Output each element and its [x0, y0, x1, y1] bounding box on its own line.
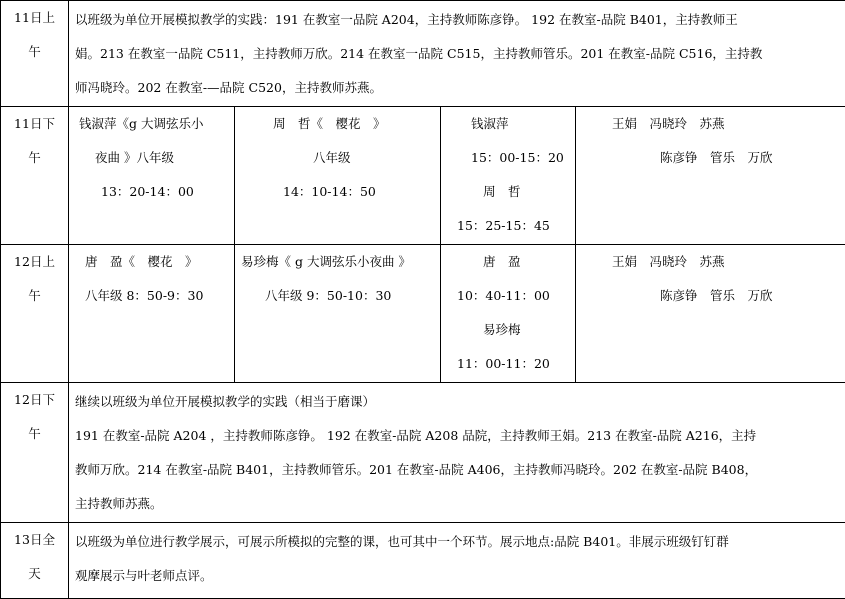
- teacher-name: 唐 盈: [441, 245, 575, 279]
- class-lesson-2: [235, 107, 441, 245]
- day-cell: [1, 245, 69, 383]
- class-lesson-1: [69, 107, 235, 245]
- day-label-line1: 11日上: [1, 1, 68, 35]
- day-cell: [1, 523, 69, 599]
- day-label-line2: 午: [1, 35, 68, 69]
- lesson-line: 夜曲 》八年级: [79, 141, 234, 175]
- activity-note: [69, 523, 845, 599]
- lesson-line: 周 哲《 樱花 》: [235, 107, 440, 141]
- day-cell: [1, 1, 69, 107]
- note-line: 教师万欣。214 在教室-品院 B401，主持教师管乐。201 在教室-品院 A406，主持教师冯晓玲。202 在教室-品院 B408，: [75, 453, 837, 487]
- day-label-line2: 午: [1, 417, 68, 451]
- lesson-time: 14：10-14：50: [235, 175, 440, 209]
- day-label-line1: 13日全: [1, 523, 68, 557]
- note-line: 师冯晓玲。202 在教室-—品院 C520，主持教师苏燕。: [75, 71, 837, 105]
- time-slot: 15：00-15：20: [441, 141, 575, 175]
- time-slots: [441, 107, 576, 245]
- activity-note: [69, 383, 845, 523]
- judges-cell: [576, 107, 845, 245]
- teacher-name: 钱淑萍: [441, 107, 575, 141]
- lesson-line: 唐 盈《 樱花 》: [69, 245, 234, 279]
- day-cell: [1, 107, 69, 245]
- activity-note: [69, 1, 845, 107]
- day-label-line2: 天: [1, 557, 68, 591]
- class-lesson-1: [69, 245, 235, 383]
- judges-line: 陈彦铮 管乐 万欣: [576, 141, 845, 175]
- lesson-line: 八年级: [235, 141, 440, 175]
- judges-line: 王娟 冯晓玲 苏燕: [576, 107, 845, 141]
- judges-line: 王娟 冯晓玲 苏燕: [576, 245, 845, 279]
- judges-cell: [576, 245, 845, 383]
- time-slot: 15：25-15：45: [441, 209, 575, 243]
- class-lesson-2: [235, 245, 441, 383]
- lesson-time: 13：20-14：00: [79, 175, 234, 209]
- row-12-afternoon: [1, 383, 845, 523]
- judges-line: 陈彦铮 管乐 万欣: [576, 279, 845, 313]
- teacher-name: 周 哲: [441, 175, 575, 209]
- note-line: 主持教师苏燕。: [75, 487, 837, 521]
- note-line: 观摩展示与叶老师点评。: [75, 559, 837, 593]
- time-slots: [441, 245, 576, 383]
- day-cell: [1, 383, 69, 523]
- day-label-line2: 午: [1, 141, 68, 175]
- time-slot: 10：40-11：00: [441, 279, 575, 313]
- lesson-time: 八年级 8：50-9：30: [69, 279, 234, 313]
- row-13-fullday: [1, 523, 845, 599]
- row-12-morning: [1, 245, 845, 383]
- day-label-line1: 11日下: [1, 107, 68, 141]
- note-line: 191 在教室-品院 A204 ，主持教师陈彦铮。 192 在教室-品院 A208 品院，主持教师王娟。213 在教室-品院 A216，主持: [75, 419, 837, 453]
- day-label-line1: 12日下: [1, 383, 68, 417]
- teacher-name: 易珍梅: [441, 313, 575, 347]
- note-line: 以班级为单位开展模拟教学的实践：191 在教室一品院 A204，主持教师陈彦铮。 192 在教室-品院 B401，主持教师王: [75, 3, 837, 37]
- lesson-line: 钱淑萍《g 大调弦乐小: [79, 107, 234, 141]
- day-label-line2: 午: [1, 279, 68, 313]
- note-line: 以班级为单位进行教学展示，可展示所模拟的完整的课，也可其中一个环节。展示地点:品院 B401。非展示班级钉钉群: [75, 525, 837, 559]
- note-line: 继续以班级为单位开展模拟教学的实践（相当于磨课）: [75, 385, 837, 419]
- row-11-morning: [1, 1, 845, 107]
- day-label-line1: 12日上: [1, 245, 68, 279]
- lesson-line: 易珍梅《 g 大调弦乐小夜曲 》: [235, 245, 440, 279]
- lesson-time: 八年级 9：50-10：30: [235, 279, 440, 313]
- note-line: 娟。213 在教室一品院 C511，主持教师万欣。214 在教室一品院 C515，主持教师管乐。201 在教室-品院 C516，主持教: [75, 37, 837, 71]
- row-11-afternoon: [1, 107, 845, 245]
- time-slot: 11：00-11：20: [441, 347, 575, 381]
